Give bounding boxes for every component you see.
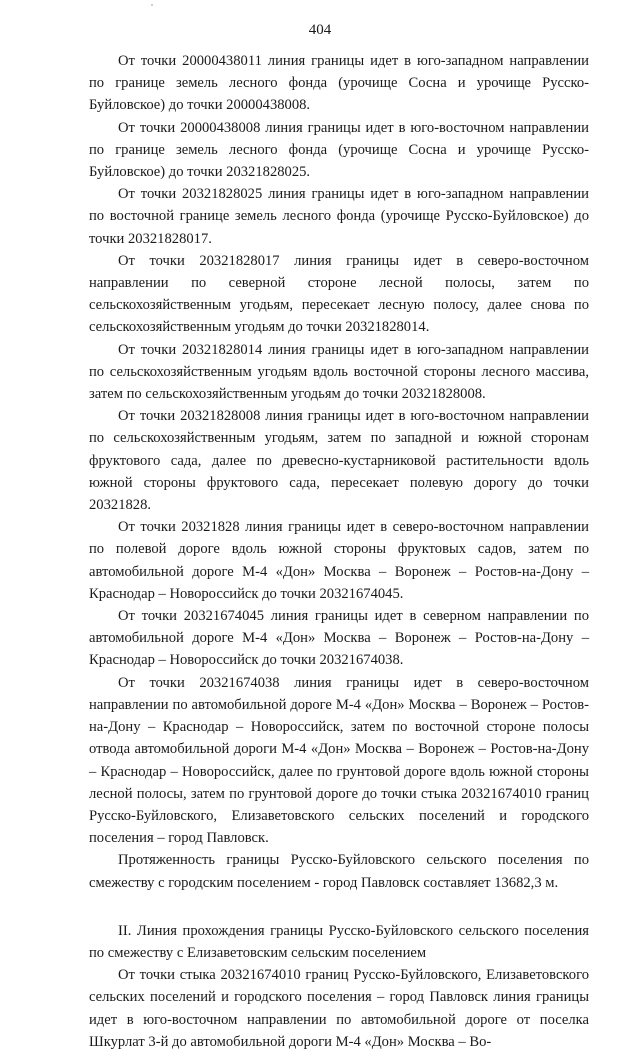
- paragraph-2: От точки 20000438008 линия границы идет в юго-восточном направлении по границе земель лесного фонда (урочище Сосна и урочище Русско-Буйловское) до точки 20321828025.: [89, 119, 589, 181]
- paragraph-7: От точки 20321828 линия границы идет в северо-восточном направлении по полевой дороге вдоль южной стороны фруктовых садов, затем по автомобильной дороге М-4 «Дон» Москва – Воронеж – Ростов-на-Дону – Краснодар – Новороссийск до точки 20321674045.: [89, 519, 589, 602]
- paragraph-3: От точки 20321828025 линия границы идет в юго-западном направлении по восточной границе земель лесного фонда (урочище Русско-Буйловское) до точки 20321828017.: [89, 186, 589, 247]
- paragraph-5: От точки 20321828014 линия границы идет в юго-западном направлении по сельскохозяйственным угодьям вдоль восточной стороны лесного массива, затем по сельскохозяйственным угодьям до точки 20321828008.: [89, 341, 589, 403]
- paragraph-9: От точки 20321674038 линия границы идет в северо-восточном направлении по автомобильной дороге М-4 «Дон» Москва – Воронеж – Ростов-на-Дону – Краснодар – Новороссийск, затем по восточной стороне полосы отвода автомобильной дороги М-4 «Дон» Москва – Воронеж – Ростов-на-Дону – Краснодар – Новороссийск, далее по грунтовой дороге вдоль южной стороны лесной полосы, затем по грунтовой дороге до точки стыка 20321674010 границ Русско-Буйловского, Елизаветовского сельских поселений и городского поселения – город Павловск.: [89, 674, 589, 847]
- page-number: 404: [308, 22, 332, 38]
- section-spacer: [89, 894, 589, 920]
- scan-mark: [151, 4, 153, 6]
- paragraph-6: От точки 20321828008 линия границы идет в юго-восточном направлении по сельскохозяйственным угодьям, затем по западной и южной сторонам фруктового сада, далее по древесно-кустарниковой растительности вдоль южной стороны фруктового сада, пересекает полевую дорогу до точки 20321828.: [89, 408, 589, 514]
- paragraph-1: От точки 20000438011 линия границы идет в юго-западном направлении по границе земель лесного фонда (урочище Сосна и урочище Русско-Буйловское) до точки 20000438008.: [89, 53, 589, 114]
- paragraph-8: От точки 20321674045 линия границы идет в северном направлении по автомобильной дороге М-4 «Дон» Москва – Воронеж – Ростов-на-Дону – Краснодар – Новороссийск до точки 20321674038.: [89, 608, 589, 669]
- paragraph-4: От точки 20321828017 линия границы идет в северо-восточном направлении по северной стороне лесной полосы, затем по сельскохозяйственным угодьям, пересекает лесную полосу, далее снова по сельскохозяйственным угодьям до точки 20321828014.: [89, 252, 589, 336]
- document-body: [89, 50, 589, 1053]
- paragraph-10: Протяженность границы Русско-Буйловского сельского поселения по смежеству с городским поселением - город Павловск составляет 13682,3 м.: [89, 852, 589, 891]
- section-paragraph: От точки стыка 20321674010 границ Русско-Буйловского, Елизаветовского сельских поселений и городского поселения – город Павловск линия границы идет в юго-восточном направлении по автомобильной дороге от поселка Шкурлат 3-й до автомобильной дороги М-4 «Дон» Москва – Во-: [89, 967, 589, 1050]
- section-heading: II. Линия прохождения границы Русско-Буйловского сельского поселения по смежеству с Елизаветовским сельским поселением: [89, 922, 589, 961]
